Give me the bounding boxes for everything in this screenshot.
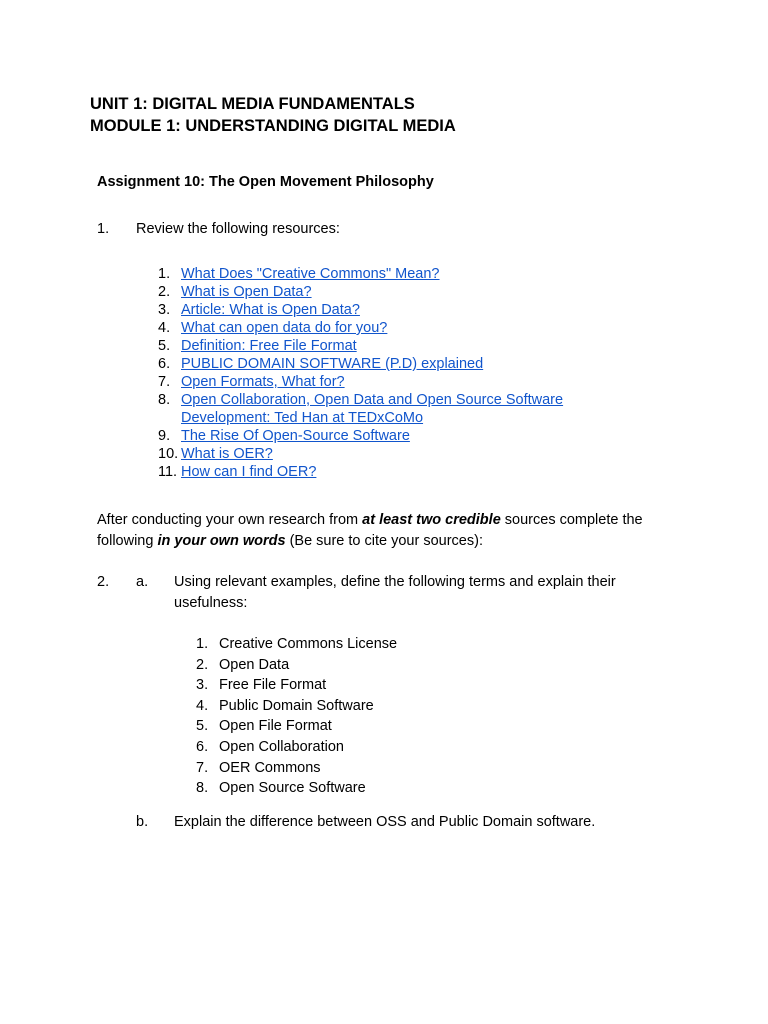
part-b-text: Explain the difference between OSS and Public Domain software. bbox=[174, 814, 596, 830]
resource-item bbox=[158, 373, 563, 391]
term-item bbox=[196, 696, 397, 717]
term-text: Public Domain Software bbox=[219, 697, 374, 714]
part-a-text: Using relevant examples, define the following terms and explain their bbox=[174, 574, 616, 590]
question-1-text: Review the following resources: bbox=[136, 221, 340, 237]
resource-number: 2. bbox=[158, 284, 171, 300]
emphasis-text: in your own words bbox=[157, 533, 286, 549]
resource-number: 11. bbox=[158, 464, 178, 480]
term-number: 4. bbox=[196, 697, 209, 714]
resource-number: 3. bbox=[158, 302, 171, 318]
term-text: Creative Commons License bbox=[219, 636, 398, 652]
resource-link-open-formats[interactable]: Open Formats, What for? bbox=[181, 374, 345, 390]
term-number: 7. bbox=[196, 759, 209, 776]
term-item bbox=[196, 758, 397, 779]
resource-link-rise-of-open-source[interactable]: The Rise Of Open-Source Software bbox=[181, 428, 410, 444]
term-number: 2. bbox=[196, 656, 209, 673]
term-item bbox=[196, 634, 397, 655]
resource-link-free-file-format[interactable]: Definition: Free File Format bbox=[181, 338, 357, 354]
resource-number: 6. bbox=[158, 356, 171, 372]
resource-item bbox=[158, 283, 563, 301]
term-number: 8. bbox=[196, 780, 209, 797]
resource-item bbox=[158, 265, 563, 283]
term-text: Free File Format bbox=[219, 677, 327, 694]
resource-number: 9. bbox=[158, 428, 171, 444]
resource-link-open-data[interactable]: What is Open Data? bbox=[181, 284, 312, 300]
resource-link-article-open-data[interactable]: Article: What is Open Data? bbox=[181, 302, 360, 318]
term-item bbox=[196, 716, 397, 737]
term-text: Open Source Software bbox=[219, 780, 366, 797]
resource-item bbox=[158, 355, 563, 373]
term-number: 3. bbox=[196, 677, 209, 694]
resource-link-open-data-for-you[interactable]: What can open data do for you? bbox=[181, 320, 388, 336]
resource-item bbox=[158, 319, 563, 337]
resource-number: 7. bbox=[158, 374, 171, 390]
resource-list bbox=[158, 265, 563, 481]
terms-list bbox=[196, 634, 397, 799]
resource-link-line: Development: Ted Han at TEDxCoMo bbox=[181, 410, 424, 426]
assignment-title: Assignment 10: The Open Movement Philosophy bbox=[97, 174, 434, 190]
instructions-text: (Be sure to cite your sources): bbox=[285, 533, 483, 549]
term-number: 1. bbox=[196, 636, 209, 652]
term-item bbox=[196, 737, 397, 758]
emphasis-text: at least two credible bbox=[362, 512, 501, 528]
term-item bbox=[196, 675, 397, 696]
module-title: MODULE 1: UNDERSTANDING DIGITAL MEDIA bbox=[90, 117, 456, 135]
term-number: 6. bbox=[196, 738, 209, 755]
resource-link-open-collaboration[interactable] bbox=[181, 391, 563, 427]
term-text: Open Data bbox=[219, 656, 290, 673]
resource-item bbox=[158, 445, 563, 463]
question-2-number: 2. bbox=[97, 574, 110, 590]
resource-item bbox=[158, 391, 563, 427]
resource-number: 8. bbox=[158, 392, 171, 408]
resource-link-what-is-oer[interactable]: What is OER? bbox=[181, 446, 273, 462]
resource-number: 1. bbox=[158, 266, 171, 282]
resource-item bbox=[158, 301, 563, 319]
resource-item bbox=[158, 463, 563, 481]
resource-link-public-domain-software[interactable]: PUBLIC DOMAIN SOFTWARE (P.D) explained bbox=[181, 356, 484, 372]
instructions-text: sources complete the following bbox=[97, 512, 643, 549]
resource-item bbox=[158, 427, 563, 445]
term-number: 5. bbox=[196, 718, 209, 735]
instructions-text: After conducting your own research from bbox=[97, 512, 363, 528]
resource-number: 5. bbox=[158, 338, 171, 354]
part-b-label: b. bbox=[136, 814, 149, 830]
resource-number: 4. bbox=[158, 320, 171, 336]
term-item bbox=[196, 778, 397, 799]
resource-item bbox=[158, 337, 563, 355]
resource-link-creative-commons[interactable]: What Does "Creative Commons" Mean? bbox=[181, 266, 440, 282]
resource-number: 10. bbox=[158, 446, 179, 462]
term-text: Open Collaboration bbox=[219, 738, 344, 755]
term-text: Open File Format bbox=[219, 718, 332, 735]
question-1-number: 1. bbox=[97, 221, 110, 237]
unit-title: UNIT 1: DIGITAL MEDIA FUNDAMENTALS bbox=[90, 95, 415, 113]
part-a-label: a. bbox=[136, 574, 149, 590]
term-item bbox=[196, 655, 397, 676]
resource-link-find-oer[interactable]: How can I find OER? bbox=[181, 464, 317, 480]
instructions-paragraph bbox=[97, 510, 682, 552]
resource-link-line: Open Collaboration, Open Data and Open Source Software bbox=[181, 392, 564, 408]
term-text: OER Commons bbox=[219, 759, 321, 776]
part-a-text-continued: usefulness: bbox=[174, 595, 248, 611]
